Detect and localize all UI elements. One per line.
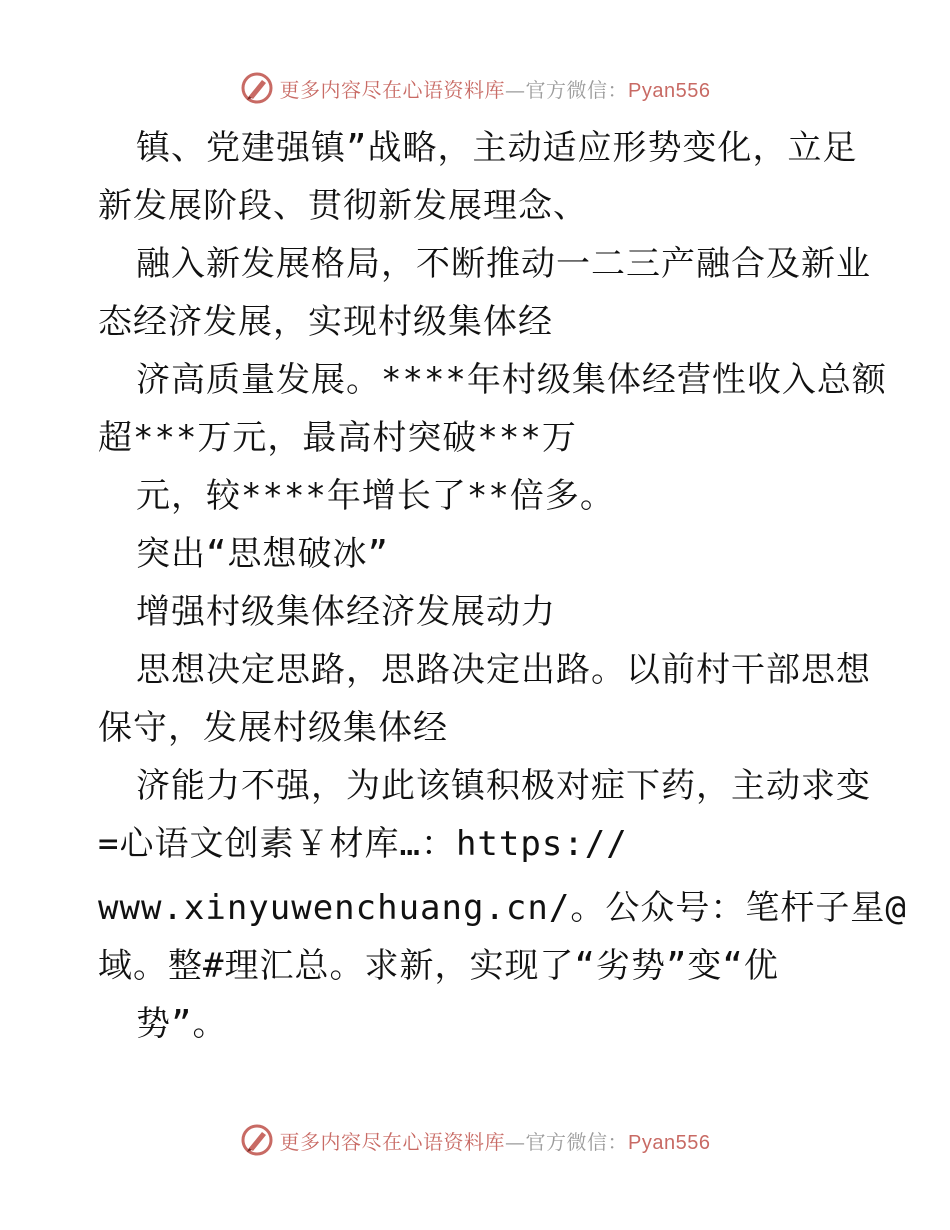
footer-watermark-label: 官方微信：	[525, 1129, 629, 1154]
header-watermark-title: 更多内容尽在心语资料库	[279, 77, 506, 102]
body-line-11: 保守，发展村级集体经	[98, 708, 448, 748]
footer-watermark-title: 更多内容尽在心语资料库	[279, 1129, 506, 1154]
body-line-5: 济高质量发展。****年村级集体经营性收入总额	[136, 360, 887, 400]
body-line-10: 思想决定思路，思路决定出路。以前村干部思想	[136, 650, 871, 690]
header-watermark-wechat-id: Pyan556	[628, 79, 711, 102]
footer-watermark-text	[280, 1126, 711, 1155]
body-line-1: 镇、党建强镇”战略，主动适应形势变化，立足	[136, 128, 858, 168]
body-line-7: 元，较****年增长了**倍多。	[136, 476, 615, 516]
body-line-3: 融入新发展格局，不断推动一二三产融合及新业	[136, 244, 871, 284]
body-line-15: 域。整#理汇总。求新，实现了“劣势”变“优	[98, 946, 779, 986]
body-line-6: 超***万元，最高村突破***万	[98, 418, 577, 458]
footer-watermark	[0, 1120, 950, 1160]
header-watermark-text	[280, 74, 711, 103]
header-watermark	[0, 68, 950, 108]
pen-logo-icon	[240, 71, 274, 105]
pen-logo-icon	[240, 1123, 274, 1157]
body-line-2: 新发展阶段、贯彻新发展理念、	[98, 186, 588, 226]
body-line-12: 济能力不强，为此该镇积极对症下药，主动求变	[136, 766, 871, 806]
section-heading-2: 增强村级集体经济发展动力	[136, 592, 556, 632]
footer-watermark-wechat-id: Pyan556	[628, 1131, 711, 1154]
footer-watermark-dash: —	[505, 1129, 526, 1154]
body-line-14: www.xinyuwenchuang.cn/。公众号：笔杆子星@	[98, 888, 907, 928]
body-line-16: 势”。	[136, 1004, 228, 1044]
body-line-4: 态经济发展，实现村级集体经	[98, 302, 553, 342]
section-heading-1: 突出“思想破冰”	[136, 534, 389, 574]
body-line-13: =心语文创素￥材库…：https://	[98, 824, 628, 864]
header-watermark-label: 官方微信：	[525, 77, 629, 102]
header-watermark-dash: —	[505, 77, 526, 102]
